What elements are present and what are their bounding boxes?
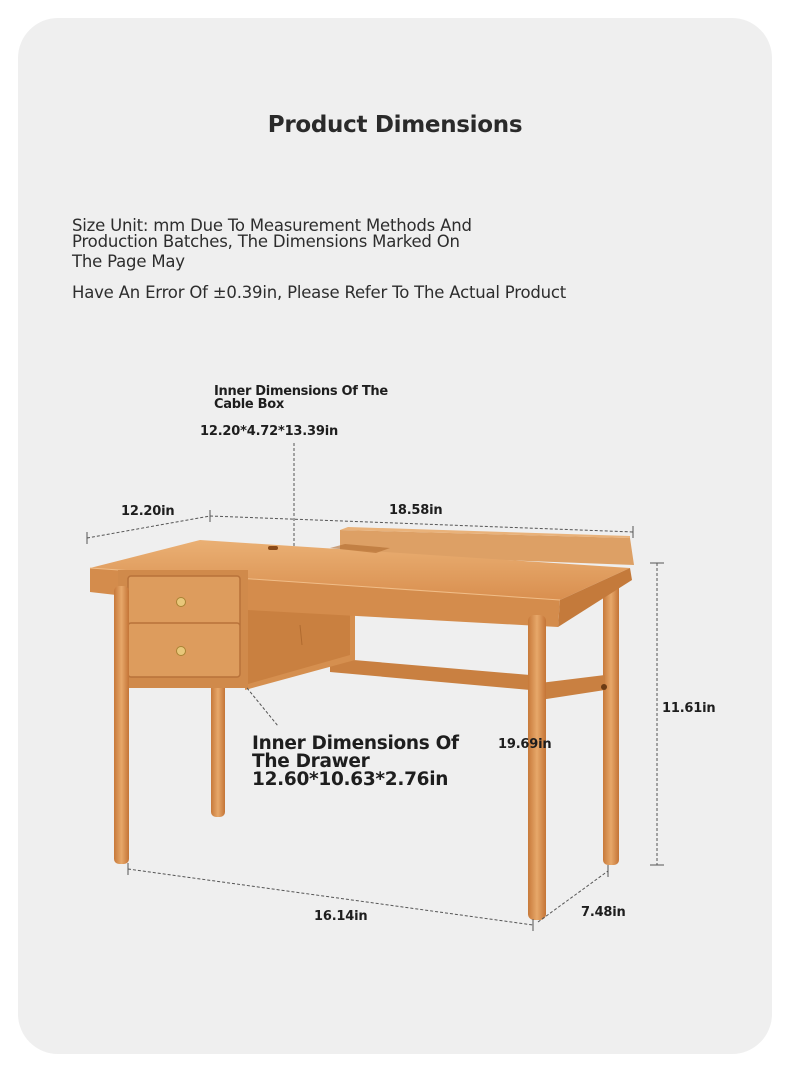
desk-leg-front-left <box>114 586 129 864</box>
note-line-4: Have An Error Of ±0.39in, Please Refer To The Actual Product <box>72 283 567 302</box>
cable-box-label-1: Inner Dimensions Of The <box>214 384 388 399</box>
dim-bottom-width: 16.14in <box>314 909 368 924</box>
desk-leg-back-right <box>603 580 619 865</box>
note-line-1: Size Unit: mm Due To Measurement Methods And <box>72 216 472 235</box>
drawer-size: 12.60*10.63*2.76in <box>252 769 449 790</box>
dim-top-width: 18.58in <box>389 503 443 518</box>
note-line-2: Production Batches, The Dimensions Marked On <box>72 232 460 251</box>
dim-height-right: 11.61in <box>662 701 716 716</box>
drawer-label-1: Inner Dimensions Of <box>252 733 459 754</box>
dim-depth-left: 12.20in <box>121 504 175 519</box>
dim-inner-height: 19.69in <box>498 737 552 752</box>
cable-hole <box>268 546 278 550</box>
cable-box-label-2: Cable Box <box>214 397 284 412</box>
desk-leg-front-right <box>528 615 546 920</box>
page-title: Product Dimensions <box>267 112 523 138</box>
drawer-label-2: The Drawer <box>252 751 370 772</box>
desk-stretcher <box>330 658 530 690</box>
bolt-icon <box>601 684 607 690</box>
drawer-knob-icon <box>177 647 186 656</box>
desk-side-stretcher <box>540 675 605 700</box>
drawer-knob-icon <box>177 598 186 607</box>
dim-bottom-depth: 7.48in <box>581 905 626 920</box>
note-line-3: The Page May <box>72 252 185 271</box>
cable-box-size: 12.20*4.72*13.39in <box>200 424 339 439</box>
